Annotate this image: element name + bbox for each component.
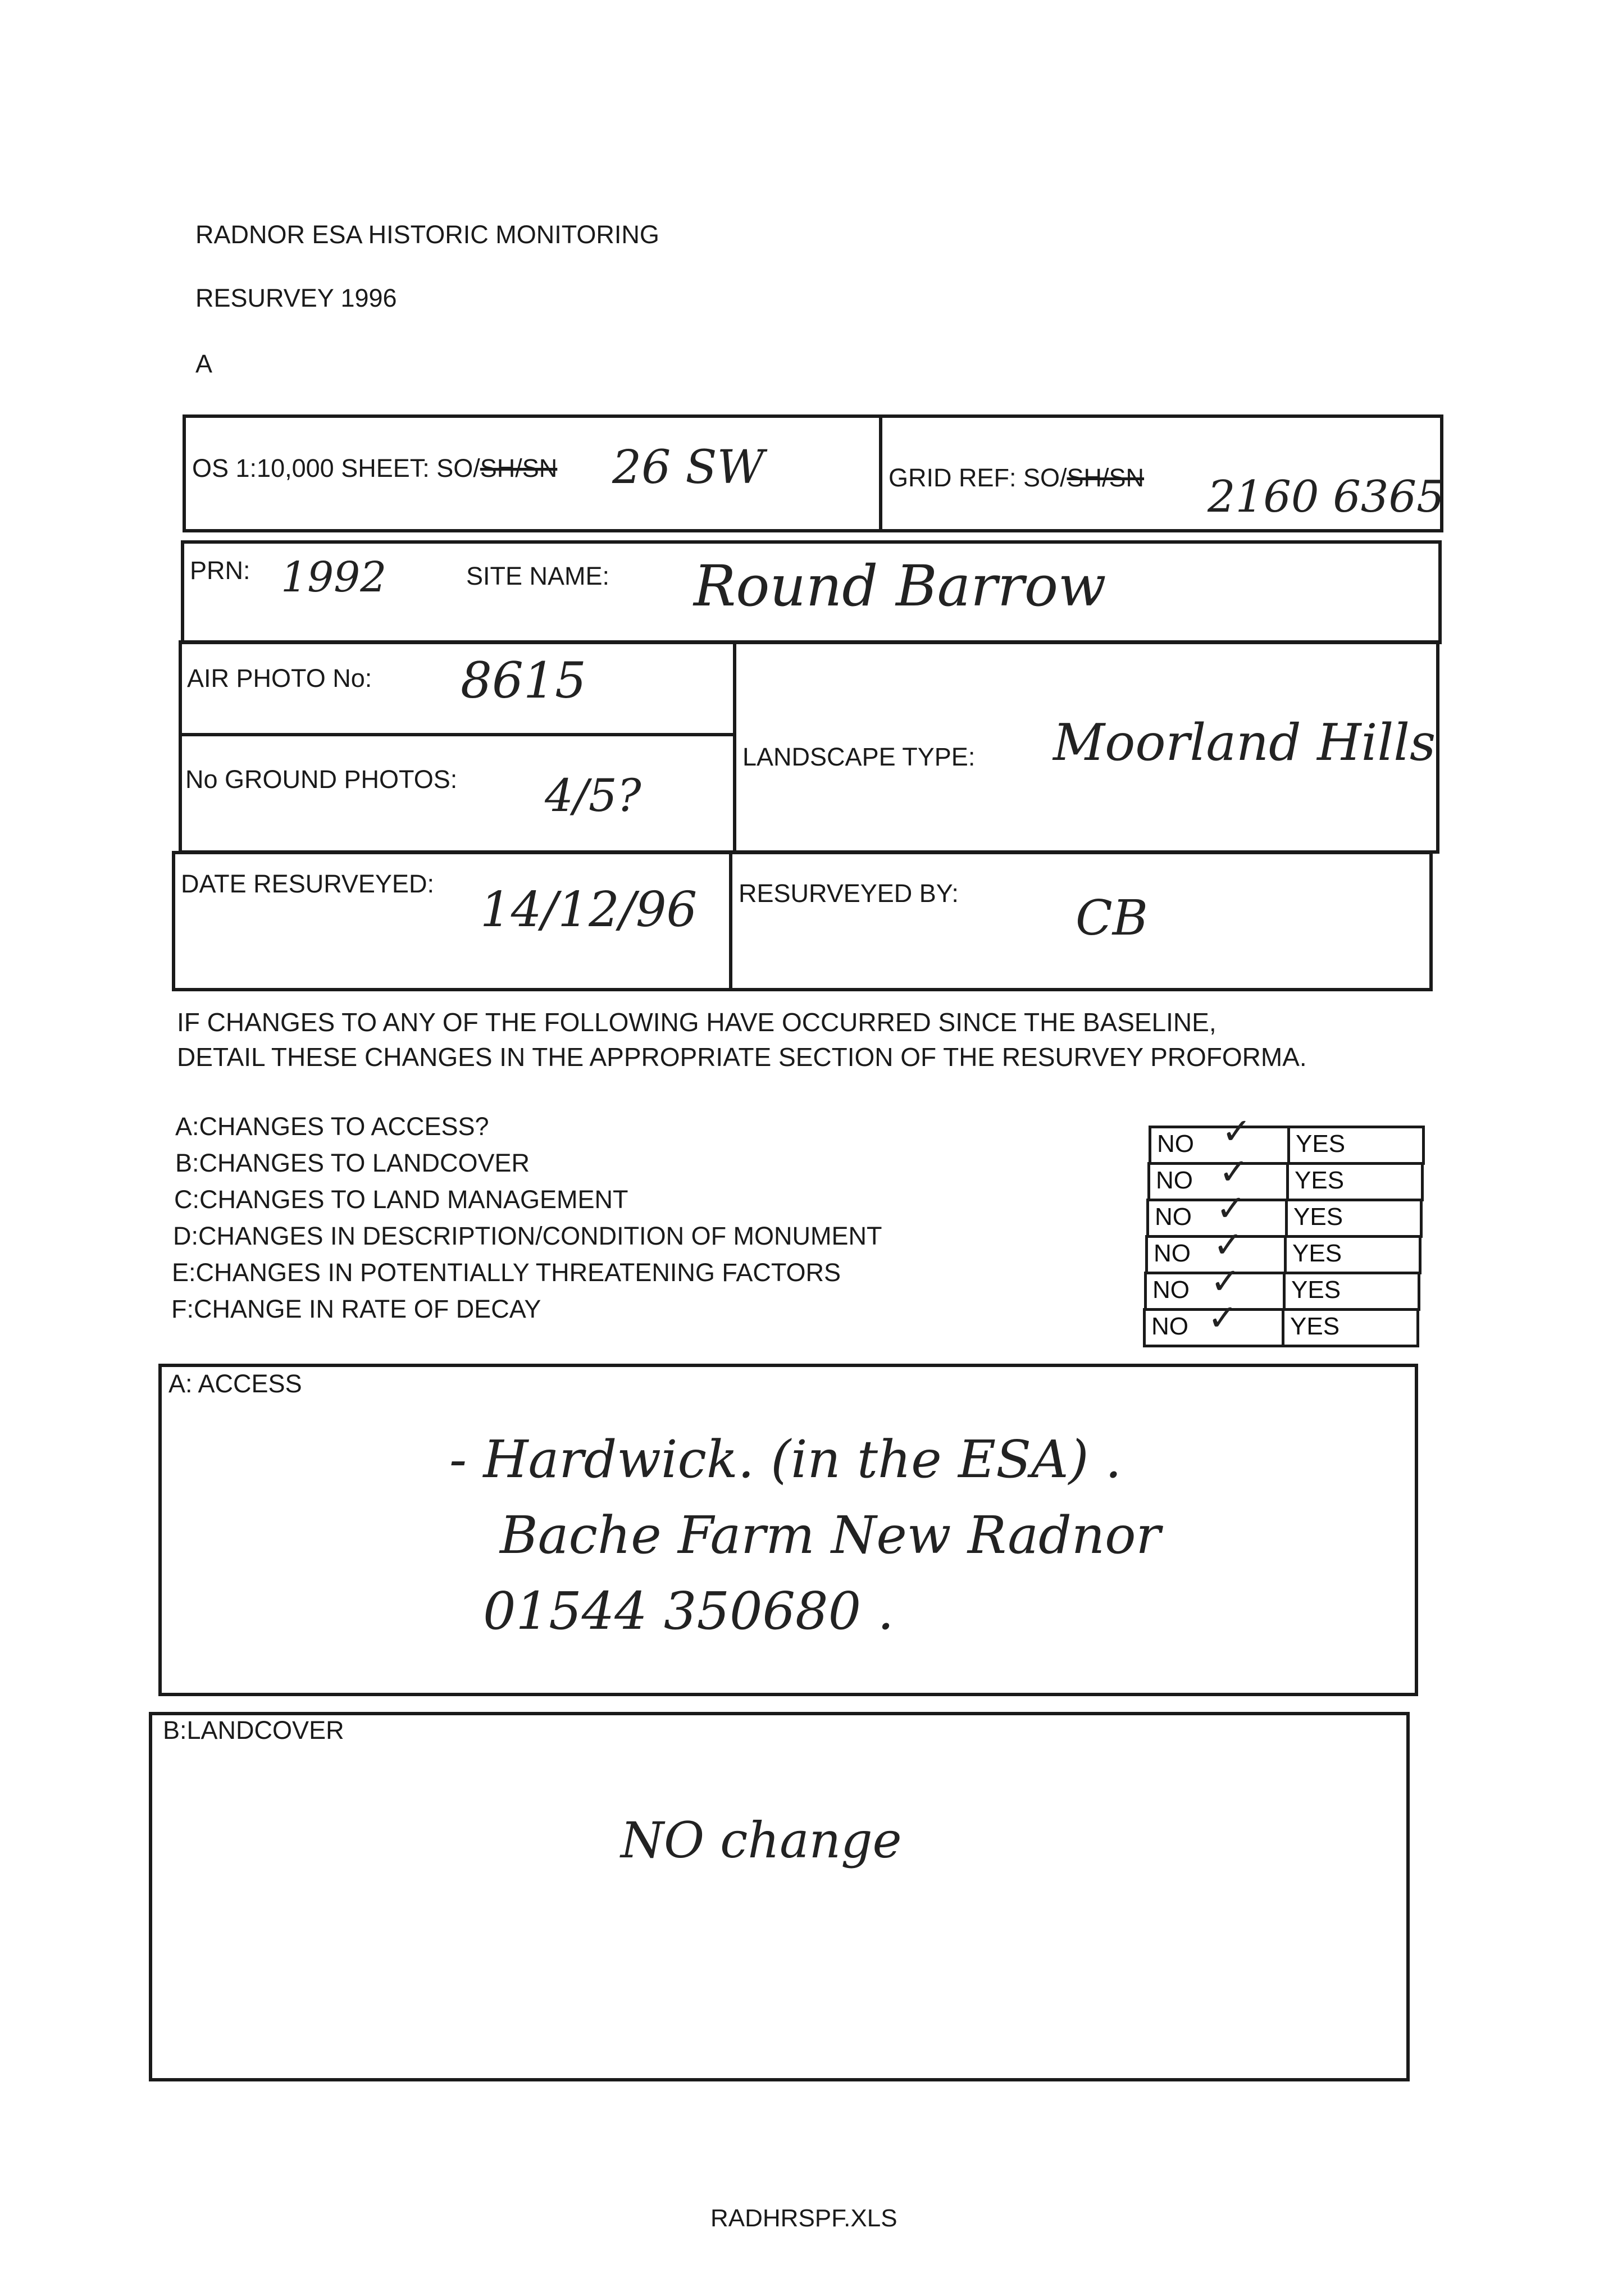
resurvey-year: RESURVEY 1996	[195, 284, 397, 312]
checkmark-icon: ✓	[1208, 1297, 1238, 1339]
no-cell[interactable]: NO	[1146, 1199, 1288, 1238]
change-question: A:CHANGES TO ACCESS?	[175, 1112, 489, 1141]
checkmark-icon: ✓	[1213, 1224, 1243, 1266]
date-label: DATE RESURVEYED:	[181, 869, 434, 898]
prn-label: PRN:	[190, 556, 250, 585]
site-name-label: SITE NAME:	[466, 562, 610, 590]
grade-letter: A	[195, 349, 213, 378]
yes-cell[interactable]: YES	[1282, 1308, 1419, 1347]
os-sheet-label: OS 1:10,000 SHEET: SO/SH/SN	[192, 454, 558, 482]
checkmark-icon: ✓	[1216, 1188, 1246, 1229]
date-value: 14/12/96	[480, 882, 698, 938]
change-question: D:CHANGES IN DESCRIPTION/CONDITION OF MONUMENT	[173, 1222, 882, 1250]
divider	[179, 733, 735, 736]
checkmark-icon: ✓	[1219, 1151, 1249, 1193]
yes-cell[interactable]: YES	[1287, 1126, 1425, 1165]
change-question: E:CHANGES IN POTENTIALLY THREATENING FACTORS	[172, 1258, 841, 1287]
footer-filename: RADHRSPF.XLS	[710, 2204, 897, 2232]
access-line-2: Bache Farm New Radnor	[500, 1505, 1161, 1565]
yes-cell[interactable]: YES	[1286, 1162, 1424, 1201]
prn-value: 1992	[281, 553, 387, 602]
divider	[733, 640, 736, 854]
checkmark-icon: ✓	[1210, 1261, 1241, 1302]
access-line-3: 01544 350680 .	[483, 1581, 894, 1641]
access-line-1: - Hardwick. (in the ESA) .	[449, 1429, 1122, 1489]
landcover-note: NO change	[621, 1811, 902, 1869]
no-cell[interactable]: NO	[1149, 1126, 1290, 1165]
divider	[879, 414, 882, 532]
no-cell[interactable]: NO	[1147, 1162, 1289, 1201]
site-name-value: Round Barrow	[694, 553, 1106, 619]
grid-ref-value: 2160 6365	[1208, 472, 1445, 522]
instruction-line-1: IF CHANGES TO ANY OF THE FOLLOWING HAVE OCCURRED SINCE THE BASELINE,	[177, 1008, 1216, 1037]
yes-cell[interactable]: YES	[1285, 1199, 1423, 1238]
checkmark-icon: ✓	[1222, 1111, 1252, 1152]
air-photo-label: AIR PHOTO No:	[187, 664, 372, 693]
access-label: A: ACCESS	[168, 1369, 302, 1398]
resurveyed-by-label: RESURVEYED BY:	[739, 879, 959, 908]
divider	[729, 851, 732, 991]
no-cell[interactable]: NO	[1145, 1235, 1287, 1274]
landcover-section	[149, 1712, 1410, 2081]
change-question: C:CHANGES TO LAND MANAGEMENT	[174, 1185, 628, 1214]
grid-ref-label: GRID REF: SO/SH/SN	[889, 463, 1145, 492]
instruction-line-2: DETAIL THESE CHANGES IN THE APPROPRIATE SECTION OF THE RESURVEY PROFORMA.	[177, 1042, 1307, 1072]
yes-cell[interactable]: YES	[1283, 1272, 1420, 1311]
os-sheet-value: 26 SW	[612, 441, 764, 494]
no-cell[interactable]: NO	[1143, 1308, 1284, 1347]
resurveyed-by-value: CB	[1076, 890, 1148, 946]
no-cell[interactable]: NO	[1144, 1272, 1286, 1311]
form-title: RADNOR ESA HISTORIC MONITORING	[195, 220, 659, 249]
ground-photos-value: 4/5?	[545, 769, 641, 822]
air-photo-value: 8615	[461, 652, 586, 709]
change-question: B:CHANGES TO LANDCOVER	[175, 1149, 530, 1177]
yes-cell[interactable]: YES	[1284, 1235, 1421, 1274]
ground-photos-label: No GROUND PHOTOS:	[185, 765, 458, 794]
landcover-label: B:LANDCOVER	[163, 1716, 344, 1744]
landscape-label: LANDSCAPE TYPE:	[742, 742, 976, 771]
landscape-value: Moorland Hills	[1053, 713, 1436, 772]
change-question: F:CHANGE IN RATE OF DECAY	[171, 1295, 541, 1323]
